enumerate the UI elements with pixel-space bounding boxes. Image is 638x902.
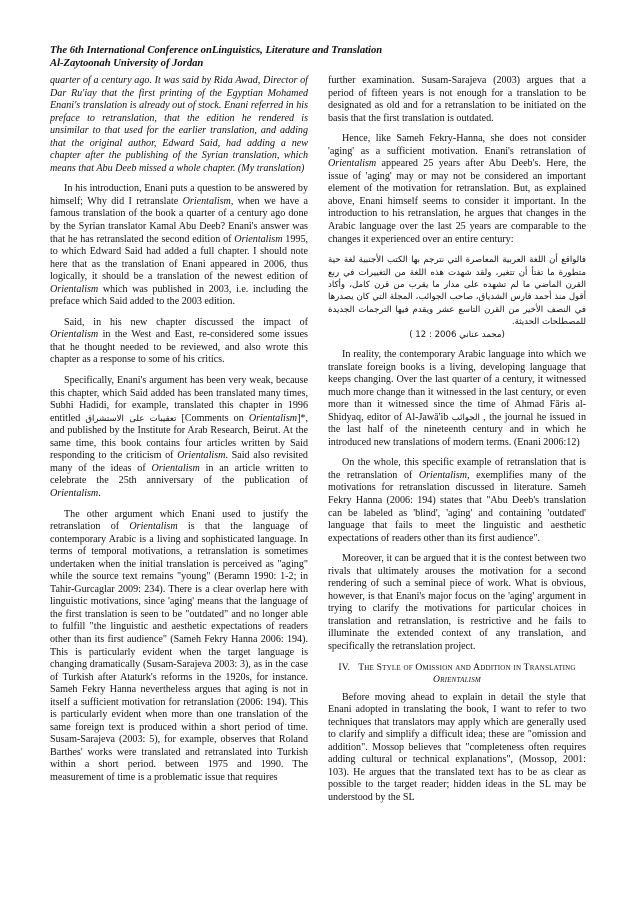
paragraph-said-new-chapter: Said, in his new chapter discussed the impact of Orientalism in the West and East, re-considered some issues that he thought needed to be reviewed, and also wrote this chapter as a response to some of his critics. bbox=[50, 316, 308, 366]
arabic-quote-text: فالواقع أن اللغة العربية المعاصرة التي نترجم بها الكتب الأجنبية لغة حية متطورة ما تفتأ أن تتغير، ولقد شهدت هذه اللغة من التغييرات في ربع القرن الماضي ما لم تشهده على مدار ما يقرب من قرن كامل، وأكاد أقول منذ أحمد فارس الشدياق، صاحب الجوائب، المجلة التي كان يصدرها في النصف الأخير من القرن التاسع عشر ويقدم فيها الترجمات الجديدة للمصطلحات الحديثة. bbox=[328, 255, 586, 328]
section-title: The Style of Omission and Addition in Translating bbox=[358, 661, 576, 673]
left-column bbox=[50, 75, 308, 793]
header-university: Al-Zaytoonah University of Jordan bbox=[50, 58, 204, 69]
paragraph-contest-rivals: Moreover, it can be argued that it is the contest between two rivals that ultimately arouses the motivation for a second rendering of such a seminal piece of work. What is obvious, however, is that Enani's major focus on the 'aging' argument in trying to clarify the motivations for particular choices in translation and retranslation, is restrictive and he fails to illuminate the extended context of any translation, and specifically the retranslation project. bbox=[328, 553, 586, 652]
arabic-quotation bbox=[328, 254, 586, 341]
paragraph-aging-motivation: Hence, like Sameh Fekry-Hanna, she does not consider 'aging' as a sufficient motivation. Enani's retranslation of Orientalism appeared 25 years after Abu Deeb's. Here, the issue of 'aging' may or may not be considered an important element of the motivation for retranslation. But, as explained above, Enani himself seems to consider it important. In the introduction to his retranslation, he argues that changes in the Arabic language over the last 25 years are comparable to the changes it experienced over an entire century: bbox=[328, 133, 586, 245]
paragraph-aging-argument: The other argument which Enani used to justify the retranslation of Orientalism is that the language of contemporary Arabic is a living and sophisticated language. In terms of temporal motivations, a retranslation is sometimes undertaken when the initial translation is perceived as "aging" while the source text remains "young" (Beramn 1990: 1-2; in Tahir-Gurcaglar 2009: 234). There is a clear overlap here with linguistic motivations, since 'aging' means that the language of the first translation is seen to be "outdated" and no longer able to fulfill "the linguistic and aesthetic expectations of readers other than its first audience" (Sameh Fekry Hanna 2006: 194). This is particularly evident when the target language is changing dramatically (Susam-Sarajeva 2003: 3), as in the case of Turkish after Ataturk's reforms in the 1920s, for instance. Sameh Fekry Hanna nevertheless argues that aging is not in itself a sufficient motivation for retranslation (2006: 194). This is particularly evident when more than one translation of the same foreign text is produced within a short period of time. Susam-Sarajeva (2003: 5), for example, observes that Roland Barthes' works were translated and retranslated into Turkish within a short period. between 1975 and 1990. The measurement of time is a problematic issue that requires bbox=[50, 508, 308, 783]
translated-quote: quarter of a century ago. It was said by Rida Awad, Director of Dar Ru'iay that the first printing of the Egyptian Mohamed Enani's translation is already out of stock. Enani referred in his preface to retranslation, that the edition he rendered is unsimilar to that used for the earlier translation, and adding that the original author, Edward Said, had adding a new chapter after the publishing of the Syrian translation, which means that Abu Deeb missed a whole chapter. (My translation) bbox=[50, 75, 308, 174]
right-column bbox=[328, 75, 586, 812]
paragraph-weak-argument: Specifically, Enani's argument has been very weak, because this chapter, which Said added has been translated many times, Subhi Hadidi, for example, translated this chapter in 1996 entitled تعقيبات على الاستشراق [Comments on Orientalism]*, and published by the Institute for Arab Research, Beirut. At the same time, this book contains four articles written by Said responding to the criticism of Orientalism. Said also revisited many of the ideas of Orientalism in an article written to celebrate the 25th anniversary of the publication of Orientalism. bbox=[50, 375, 308, 499]
section-title-italic: Orientalism bbox=[433, 673, 481, 685]
arabic-citation: (محمد عناني 2006 : 12 ) bbox=[409, 329, 505, 340]
section-heading bbox=[328, 662, 586, 686]
arabic-journal-name: الجوائب bbox=[451, 412, 480, 423]
paragraph-specific-example: On the whole, this specific example of retranslation that is the retranslation of Orientalism, exemplifies many of the motivations for retranslation discussed in literature. Sameh Fekry Hanna (2006: 194) states that "Abu Deeb's translation can be labeled as 'blind', 'aging' and containing 'outdated' language that fails to meet the linguistic and aesthetic expectations of readers other than its first audience". bbox=[328, 457, 586, 544]
paragraph-arabic-translation: In reality, the contemporary Arabic language into which we translate foreign books is a living, developing language that keeps changing. Over the last quarter of a century, it witnessed much more change than it witnessed in the last century, or even more than it witnessed since the time of Ahmad Fāris al-Shidyaq, editor of Al-Jawā'ib الجوائب , the journal he issued in the last half of the nineteenth century and in which he introduced new translations of modern terms. (Enani 2006:12) bbox=[328, 348, 586, 448]
paragraph-omission-addition: Before moving ahead to explain in detail the style that Enani adopted in translating the book, I want to refer to two techniques that translators may apply which are generally used to clarify and simplify a difficult idea; these are "omission and addition". Mossop believes that "completeness often requires adding cultural or technical explanations", (Mossop, 2001: 103). He argues that the translated text has to be as clear as possible to the target reader; hidden ideas in the SL may be understood by the SL bbox=[328, 691, 586, 803]
section-number: IV. bbox=[338, 661, 351, 673]
paragraph-further-examination: further examination. Susam-Sarajeva (2003) argues that a period of fifteen years is not enough for a translation to be designated as old and for a retranslation to be initiated on the basis that the first translation is outdated. bbox=[328, 75, 586, 124]
conference-header bbox=[50, 44, 590, 70]
header-conference-title: The 6th International Conference onLinguistics, Literature and Translation bbox=[50, 45, 383, 56]
arabic-book-title: تعقيبات على الاستشراق bbox=[85, 413, 177, 424]
paragraph-enani-introduction: In his introduction, Enani puts a question to be answered by himself; Why did I retranslate Orientalism, when we have a famous translation of the book a quarter of a century ago done by the Syrian translator Kamal Abu Deeb? Enani's answer was that he has retranslated the second edition of Orientalism 1995, to which Edward Said had added a full chapter. I should note here that as the translation of Enani appeared in 2006, thus logically, it should be a translation of the newest edition of Orientalism which was published in 2003, i.e. including the preface which Said added to the 2003 edition. bbox=[50, 183, 309, 308]
